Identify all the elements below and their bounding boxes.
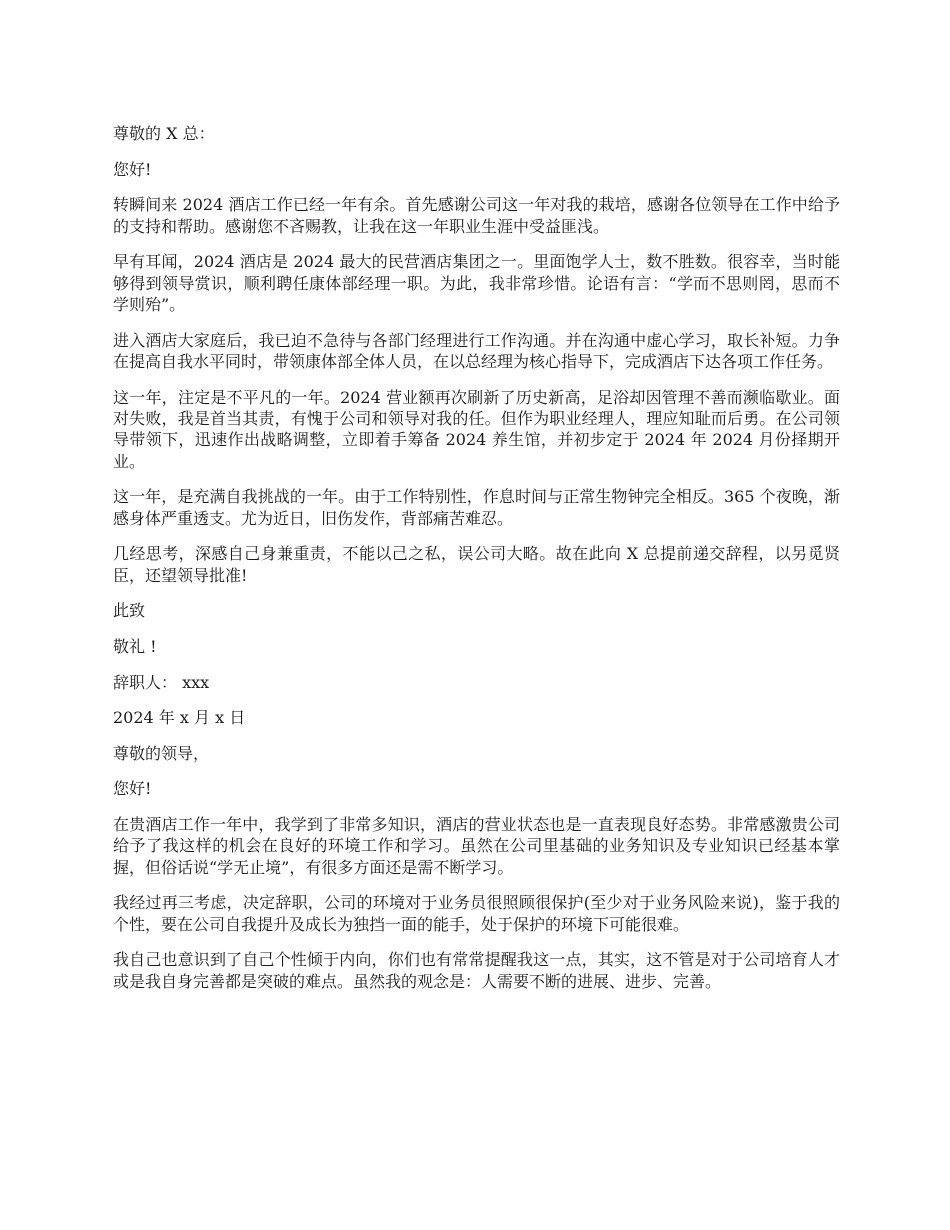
letter1-paragraph: 这一年，注定是不平凡的一年。2024 营业额再次刷新了历史新高，足浴却因管理不善而濒临歇业。面对失败，我是首当其责，有愧于公司和领导对我的任。但作为职业经理人，理应知耻而后勇。在公司领导带领下，迅速作出战略调整，立即着手筹备 2024 养生馆，并初步定于 2024 年 2024 月份择期开业。	[113, 387, 840, 471]
letter1-paragraph: 早有耳闻，2024 酒店是 2024 最大的民营酒店集团之一。里面饱学人士，数不胜数。很容幸，当时能够得到领导赏识，顺利聘任康体部经理一职。为此，我非常珍惜。论语有言：“学而不思则罔，思而不学则殆”。	[113, 252, 840, 314]
letter1-paragraph: 进入酒店大家庭后，我已迫不急待与各部门经理进行工作沟通。并在沟通中虚心学习，取长补短。力争在提高自我水平同时，带领康体部全体人员，在以总经理为核心指导下，完成酒店下达各项工作任务。	[113, 330, 840, 371]
letter1-salutation: 尊敬的 X 总：	[113, 124, 215, 143]
letter2-greeting: 您好!	[113, 779, 152, 799]
letter1-paragraph: 这一年，是充满自我挑战的一年。由于工作特别性，作息时间与正常生物钟完全相反。365 个夜晚，渐感身体严重透支。尤为近日，旧伤发作，背部痛苦难忍。	[113, 487, 840, 528]
letter1-closing-regards: 敬礼 !	[113, 637, 157, 656]
letter2-salutation: 尊敬的领导，	[113, 743, 210, 763]
letter2-paragraph: 我自己也意识到了自己个性倾于内向，你们也有常常提醒我这一点，其实，这不管是对于公司培育人才或是我自身完善都是突破的难点。虽然我的观念是：人需要不断的进展、进步、完善。	[113, 950, 840, 991]
letter2-paragraph: 在贵酒店工作一年中，我学到了非常多知识，酒店的营业状态也是一直表现良好态势。非常感激贵公司给予了我这样的机会在良好的环境工作和学习。虽然在公司里基础的业务知识及专业知识已经基本掌握，但俗话说“学无止境”，有很多方面还是需不断学习。	[113, 814, 840, 877]
document-page	[113, 123, 840, 1006]
letter1-paragraph: 转瞬间来 2024 酒店工作已经一年有余。首先感谢公司这一年对我的栽培，感谢各位领导在工作中给予的支持和帮助。感谢您不吝赐教，让我在这一年职业生涯中受益匪浅。	[113, 195, 840, 236]
letter1-paragraph: 几经思考，深感自己身兼重责，不能以己之私，误公司大略。故在此向 X 总提前递交辞程，以另觅贤臣，还望领导批准!	[113, 544, 840, 585]
letter1-closing: 此致	[113, 601, 146, 621]
letter2-paragraph: 我经过再三考虑，决定辞职，公司的环境对于业务员很照顾很保护(至少对于业务风险来说)，鉴于我的个性，要在公司自我提升及成长为独挡一面的能手，处于保护的环境下可能很难。	[113, 893, 840, 934]
letter1-signature: 辞职人： xxx	[113, 672, 210, 692]
letter1-date: 2024 年 x 月 x 日	[113, 708, 246, 728]
letter1-greeting: 您好!	[113, 159, 152, 179]
